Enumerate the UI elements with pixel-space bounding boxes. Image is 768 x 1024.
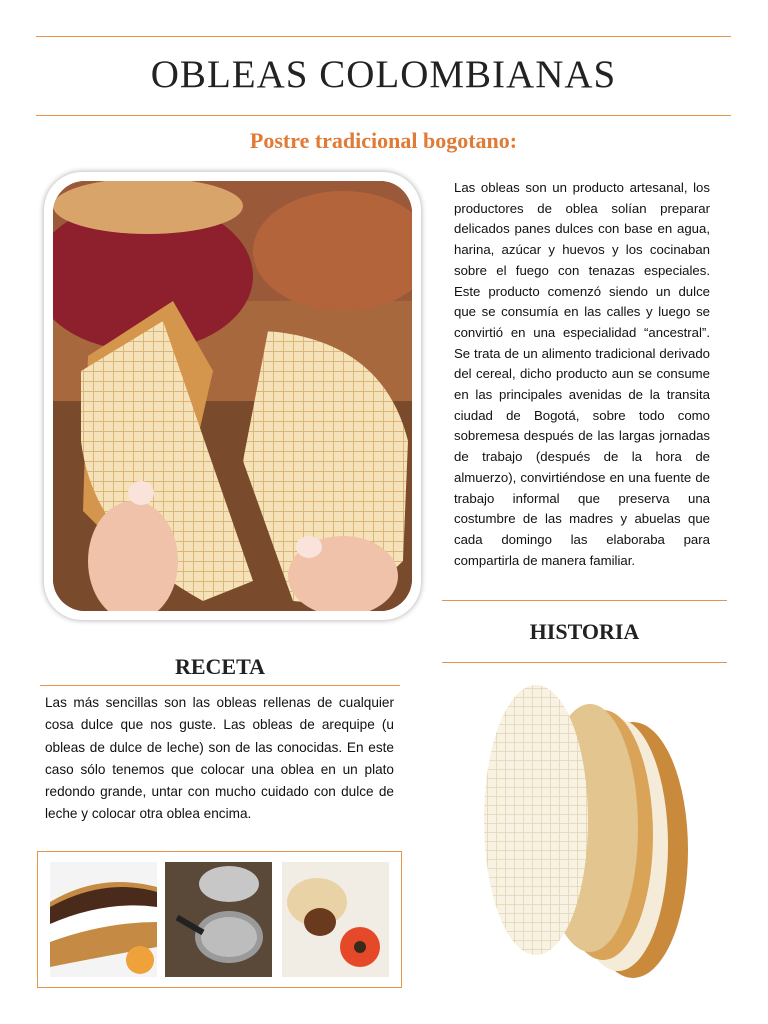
historia-heading: HISTORIA (529, 619, 640, 644)
historia-bottom-rule (442, 662, 727, 663)
page-title: OBLEAS COLOMBIANAS (150, 53, 617, 96)
stacked-obleas-image (478, 670, 698, 990)
recipe-gallery (37, 851, 402, 988)
arequipe-image (282, 862, 389, 977)
main-photo (44, 172, 421, 620)
historia-top-rule (442, 600, 727, 601)
top-rule (36, 36, 731, 37)
receta-paragraph: Las más sencillas son las obleas rellenas de cualquier cosa dulce que nos guste. Las obleas de arequipe (u obleas de dulce de leche) son de las conocidas. En este caso sólo tenemos que colocar una oblea en un plato redondo grande, untar con mucho cuidado con dulce de leche y colocar otra oblea encima. (45, 695, 394, 822)
oblea-iron-image (165, 862, 272, 977)
obleas-hands-image (53, 181, 412, 611)
oblea-filled-image (50, 862, 157, 977)
title-rule (36, 115, 731, 116)
intro-paragraph: Las obleas son un producto artesanal, los productores de oblea solían preparar delicados panes dulces con base en agua, harina, azúcar y huevos y los cocinaban sobre el fuego con tenazas especiales. Este producto comenzó siendo un dulce que se consumía en las calles y luego se convirtió en una especialidad “ancestral”. Se trata de un alimento tradicional derivado del cereal, dicho producto aun se consume en las principales avenidas de la transita ciudad de Bogotá, sobre todo como sobremesa después de las largas jornadas de trabajo (después de la hora de almuerzo), convirtiéndose en una fuente de trabajo informal que preserva una costumbre de las madres y abuelas que cada domingo las elaboraba para compartirla de manera familiar. (454, 180, 710, 568)
page-subtitle: Postre tradicional bogotano: (249, 128, 518, 153)
receta-heading: RECETA (174, 654, 266, 679)
receta-rule (40, 685, 400, 686)
